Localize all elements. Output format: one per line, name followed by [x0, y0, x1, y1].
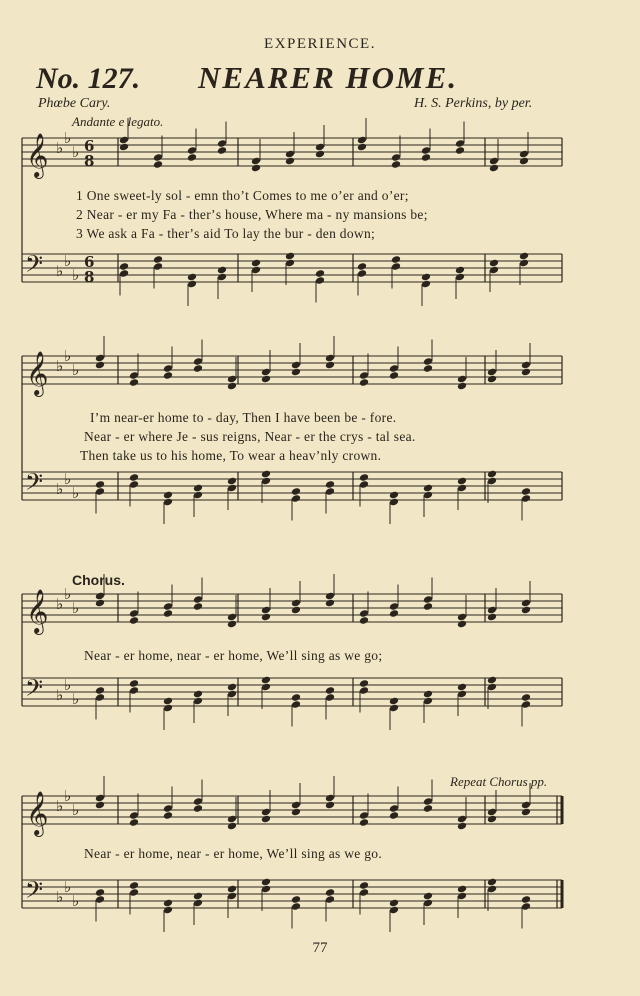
tempo-marking: Andante e legato.: [72, 114, 164, 129]
notehead: [519, 252, 529, 261]
notehead: [261, 815, 271, 824]
notehead: [119, 143, 129, 152]
notehead: [457, 620, 467, 629]
notehead: [521, 808, 531, 817]
hymn-number: No. 127.: [36, 62, 141, 95]
notehead: [163, 697, 173, 706]
notehead: [291, 606, 301, 615]
notehead: [487, 676, 497, 685]
notehead: [227, 477, 237, 486]
notehead: [521, 693, 531, 702]
bass-clef-icon: 𝄢: [25, 674, 44, 707]
notehead: [357, 143, 367, 152]
notehead: [389, 697, 399, 706]
hymn-title: NEARER HOME.: [198, 60, 459, 95]
notehead: [129, 378, 139, 387]
notehead: [227, 683, 237, 692]
lyric-verse-2: 2 Near - er my Fa - therʼs house, Where ma - ny mansions be;: [76, 207, 428, 222]
notehead: [489, 164, 499, 173]
flat-icon: ♭: [56, 686, 64, 704]
flat-icon: ♭: [64, 585, 72, 603]
notehead: [187, 273, 197, 282]
treble-clef-icon: 𝄞: [26, 351, 49, 395]
flat-icon: ♭: [56, 595, 64, 613]
notehead: [129, 616, 139, 625]
notehead: [389, 371, 399, 380]
notehead: [457, 477, 467, 486]
flat-icon: ♭: [56, 797, 64, 815]
notehead: [421, 153, 431, 162]
bass-clef-icon: 𝄢: [25, 250, 44, 283]
flat-icon: ♭: [56, 888, 64, 906]
notehead: [359, 473, 369, 482]
notehead: [285, 252, 295, 261]
time-signature-top: 6: [84, 253, 95, 271]
notehead: [129, 818, 139, 827]
chorus-label: Chorus.: [72, 572, 125, 588]
flat-icon: ♭: [64, 252, 72, 270]
flat-icon: ♭: [72, 690, 80, 708]
notehead: [95, 801, 105, 810]
notehead: [359, 679, 369, 688]
notehead: [423, 892, 433, 901]
flat-icon: ♭: [56, 262, 64, 280]
notehead: [357, 262, 367, 271]
flat-icon: ♭: [72, 892, 80, 910]
notehead: [325, 361, 335, 370]
notehead: [217, 146, 227, 155]
notehead: [521, 368, 531, 377]
flat-icon: ♭: [56, 480, 64, 498]
notehead: [315, 269, 325, 278]
lyric-verse-1: Iʼm near-er home to - day, Then I have been be - fore.: [90, 410, 397, 425]
notehead: [359, 881, 369, 890]
notehead: [291, 693, 301, 702]
flat-icon: ♭: [72, 361, 80, 379]
lyric-verse-2: Near - er where Je - sus reigns, Near - er the crys - tal sea.: [84, 429, 416, 444]
notehead: [391, 160, 401, 169]
flat-icon: ♭: [56, 139, 64, 157]
notehead: [193, 364, 203, 373]
notehead: [325, 888, 335, 897]
notehead: [359, 616, 369, 625]
author-credit: Phœbe Cary.: [38, 96, 111, 111]
notehead: [187, 153, 197, 162]
flat-icon: ♭: [64, 347, 72, 365]
flat-icon: ♭: [72, 801, 80, 819]
notehead: [457, 885, 467, 894]
bass-clef-icon: 𝄢: [25, 468, 44, 501]
notehead: [95, 361, 105, 370]
notehead: [227, 885, 237, 894]
notehead: [153, 255, 163, 264]
notehead: [119, 262, 129, 271]
flat-icon: ♭: [72, 484, 80, 502]
lyric-chorus: Near - er home, near - er home, Weʼll sing as we go;: [84, 648, 383, 663]
notehead: [487, 375, 497, 384]
notehead: [359, 818, 369, 827]
notehead: [163, 371, 173, 380]
notehead: [391, 255, 401, 264]
flat-icon: ♭: [64, 470, 72, 488]
notehead: [261, 470, 271, 479]
repeat-chorus-label: Repeat Chorus pp.: [450, 774, 548, 789]
notehead: [163, 899, 173, 908]
notehead: [193, 602, 203, 611]
notehead: [521, 606, 531, 615]
notehead: [457, 683, 467, 692]
notehead: [95, 888, 105, 897]
notehead: [261, 676, 271, 685]
notehead: [261, 878, 271, 887]
notehead: [325, 686, 335, 695]
notehead: [227, 620, 237, 629]
notehead: [291, 487, 301, 496]
notehead: [421, 273, 431, 282]
notehead: [129, 473, 139, 482]
treble-clef-icon: 𝄞: [26, 133, 49, 177]
notehead: [95, 686, 105, 695]
notehead: [129, 881, 139, 890]
notehead: [457, 822, 467, 831]
notehead: [423, 690, 433, 699]
notehead: [389, 899, 399, 908]
notehead: [227, 822, 237, 831]
notehead: [291, 368, 301, 377]
notehead: [261, 375, 271, 384]
notehead: [163, 811, 173, 820]
notehead: [519, 157, 529, 166]
notehead: [315, 150, 325, 159]
flat-icon: ♭: [64, 129, 72, 147]
notehead: [389, 811, 399, 820]
notehead: [487, 878, 497, 887]
notehead: [95, 599, 105, 608]
lyric-chorus-repeat: Near - er home, near - er home, Weʼll sing as we go.: [84, 846, 383, 861]
notehead: [423, 804, 433, 813]
notehead: [153, 160, 163, 169]
notehead: [455, 266, 465, 275]
time-signature-bottom: 8: [84, 152, 95, 170]
flat-icon: ♭: [64, 787, 72, 805]
notehead: [359, 378, 369, 387]
notehead: [291, 808, 301, 817]
time-signature-top: 6: [84, 137, 95, 155]
notehead: [217, 266, 227, 275]
notehead: [423, 602, 433, 611]
flat-icon: ♭: [72, 599, 80, 617]
flat-icon: ♭: [64, 676, 72, 694]
flat-icon: ♭: [72, 266, 80, 284]
notehead: [487, 815, 497, 824]
notehead: [489, 259, 499, 268]
section-title: EXPERIENCE.: [264, 36, 376, 52]
notehead: [193, 892, 203, 901]
notehead: [163, 491, 173, 500]
page-number: 77: [312, 940, 328, 956]
notehead: [251, 164, 261, 173]
music-system-4: [0, 787, 640, 932]
bass-clef-icon: 𝄢: [25, 876, 44, 909]
notehead: [95, 480, 105, 489]
notehead: [521, 487, 531, 496]
notehead: [457, 382, 467, 391]
notehead: [423, 364, 433, 373]
flat-icon: ♭: [64, 878, 72, 896]
notehead: [261, 613, 271, 622]
notehead: [193, 690, 203, 699]
lyric-verse-3: 3 We ask a Fa - therʼs aid To lay the bur - den down;: [76, 226, 376, 241]
notehead: [423, 484, 433, 493]
lyric-verse-1: 1 One sweet-ly sol - emn thoʼt Comes to me oʼer and oʼer;: [76, 188, 409, 203]
time-signature-bottom: 8: [84, 268, 95, 286]
flat-icon: ♭: [56, 357, 64, 375]
notehead: [193, 484, 203, 493]
notehead: [389, 609, 399, 618]
notehead: [487, 470, 497, 479]
notehead: [291, 895, 301, 904]
notehead: [325, 801, 335, 810]
treble-clef-icon: 𝄞: [26, 791, 49, 835]
notehead: [521, 895, 531, 904]
flat-icon: ♭: [72, 143, 80, 161]
treble-clef-icon: 𝄞: [26, 589, 49, 633]
notehead: [325, 480, 335, 489]
notehead: [227, 382, 237, 391]
notehead: [455, 146, 465, 155]
notehead: [193, 804, 203, 813]
notehead: [251, 259, 261, 268]
notehead: [163, 609, 173, 618]
notehead: [389, 491, 399, 500]
notehead: [129, 679, 139, 688]
lyric-verse-3: Then take us to his home, To wear a heavʼnly crown.: [80, 448, 382, 463]
notehead: [487, 613, 497, 622]
composer-credit: H. S. Perkins, by per.: [414, 96, 533, 111]
notehead: [325, 599, 335, 608]
notehead: [285, 157, 295, 166]
